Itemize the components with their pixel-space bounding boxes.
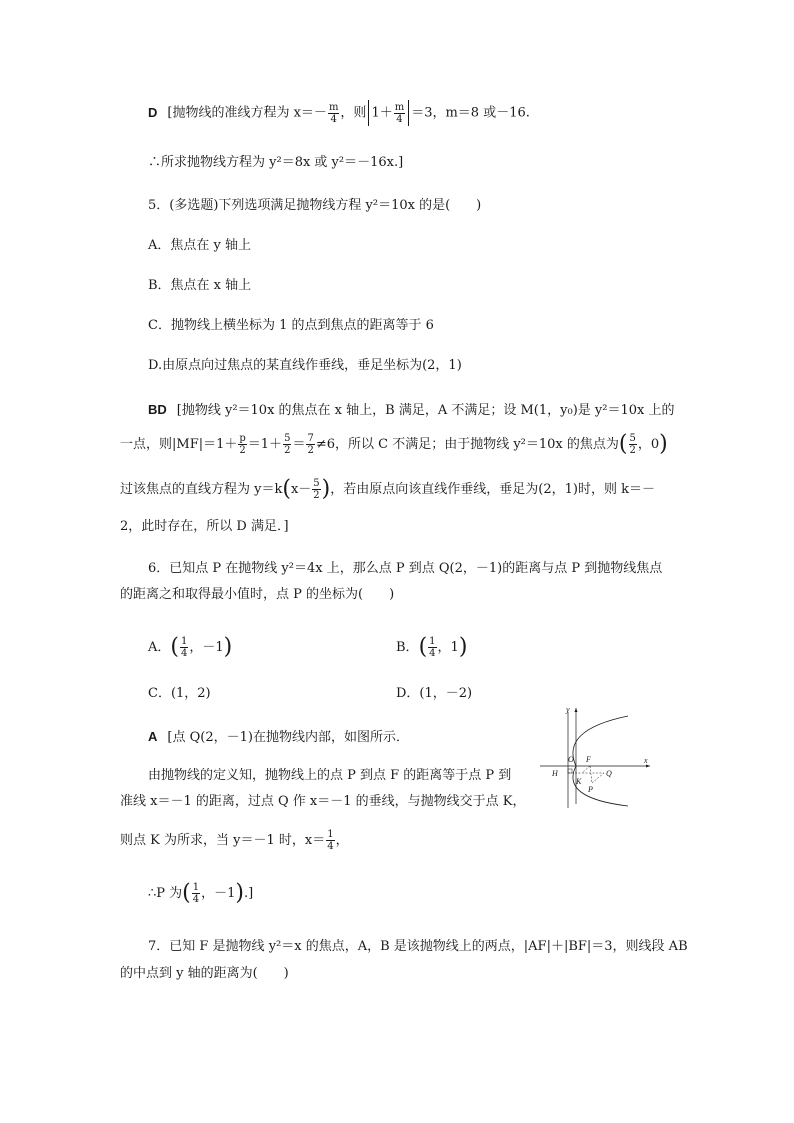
q7-stem-line2: 的中点到 y 轴的距离为( ) <box>120 966 289 981</box>
q5-option-a: A．焦点在 y 轴上 <box>148 238 251 253</box>
label-k: K <box>576 777 582 786</box>
q6-answer-line3: 准线 x＝－1 的距离，过点 Q 作 x＝－1 的垂线，与抛物线交于点 K， <box>120 794 526 809</box>
q6-option-c: C．(1，2) <box>148 686 211 701</box>
segment-fp <box>590 766 592 783</box>
q5-answer-line4: 2，此时存在，所以 D 满足．] <box>120 519 289 534</box>
q6-option-a: A．( $\frac{1}{4}$ ，－1) <box>148 634 233 660</box>
q6-answer-line4: 则点 K 为所求，当 y＝－1 时，x＝ $\frac{1}{4}$ ， <box>120 829 349 852</box>
q4-answer-line1: D [抛物线的准线方程为 x＝－ $\frac{m}{4}$ ，则 1＋ $\frac{m}{4}$ ＝3，m＝8 或－16. <box>148 101 530 125</box>
q5-option-c: C．抛物线上横坐标为 1 的点到焦点的距离等于 6 <box>148 318 434 333</box>
q5-answer-line1: BD [抛物线 y²＝10x 的焦点在 x 轴上，B 满足，A 不满足；设 M(1，y₀)是 y²＝10x 上的 <box>148 402 675 418</box>
q6-stem-line2: 的距离之和取得最小值时，点 P 的坐标为( ) <box>120 587 395 602</box>
label-x: x <box>644 756 648 765</box>
right-angle-mark <box>568 769 572 773</box>
answer-tag: BD <box>148 402 167 417</box>
label-o: O <box>568 755 574 764</box>
q6-stem-line1: 6．已知点 P 在抛物线 y²＝4x 上，那么点 P 到点 Q(2，－1)的距离与点 P 到抛物线焦点 <box>148 561 663 576</box>
q6-answer-line2: 由抛物线的定义知，抛物线上的点 P 到点 F 的距离等于点 P 到 <box>148 768 512 783</box>
label-q: Q <box>606 769 612 778</box>
segment-pq <box>592 773 604 783</box>
fraction: $\frac{m}{4}$ <box>394 101 405 125</box>
y-axis-arrow <box>575 708 578 712</box>
q7-stem-line1: 7．已知 F 是抛物线 y²＝x 的焦点，A，B 是该抛物线上的两点，|AF|＋|BF|＝3，则线段 AB <box>148 939 688 954</box>
q6-answer-line5: ∴P 为( $\frac{1}{4}$ ，－1).] <box>148 880 254 906</box>
q5-option-d: D.由原点向过焦点的某直线作垂线，垂足坐标为(2，1) <box>148 358 462 373</box>
q6-answer-line1: A [点 Q(2，－1)在抛物线内部，如图所示． <box>148 729 409 745</box>
q6-option-d: D．(1，－2) <box>396 686 473 701</box>
label-f: F <box>586 755 591 764</box>
label-p: P <box>588 785 593 794</box>
q5-answer-line3: 过该焦点的直线方程为 y＝k(x－ $\frac{5}{2}$ )，若由原点向该直线作垂线，垂足为(2，1)时，则 k＝－ <box>120 476 655 502</box>
q5-stem: 5．(多选题)下列选项满足抛物线方程 y²＝10x 的是( ) <box>148 198 482 213</box>
segment-fk <box>582 766 590 773</box>
parabola-figure <box>538 700 658 810</box>
parabola-curve <box>573 716 628 806</box>
q6-option-b: B．( $\frac{1}{4}$ ，1) <box>396 634 468 660</box>
label-y: y <box>566 705 570 714</box>
q4-answer-line2: ∴所求抛物线方程为 y²＝8x 或 y²＝－16x.] <box>148 155 404 170</box>
fraction: $\frac{m}{4}$ <box>328 101 339 125</box>
answer-tag: D <box>148 104 158 120</box>
q5-answer-line2: 一点，则|MF|＝1＋ $\frac{p}{2}$ ＝1＋ $\frac{5}{2}$ ＝ $\frac{7}{2}$ ≠6，所以 C 不满足；由于抛物线 y²＝10x 的焦点为( $\frac{5}{2}$ ，0) <box>120 431 668 457</box>
q5-option-b: B．焦点在 x 轴上 <box>148 278 252 293</box>
answer-tag: A <box>148 729 158 744</box>
label-h: H <box>552 769 558 778</box>
